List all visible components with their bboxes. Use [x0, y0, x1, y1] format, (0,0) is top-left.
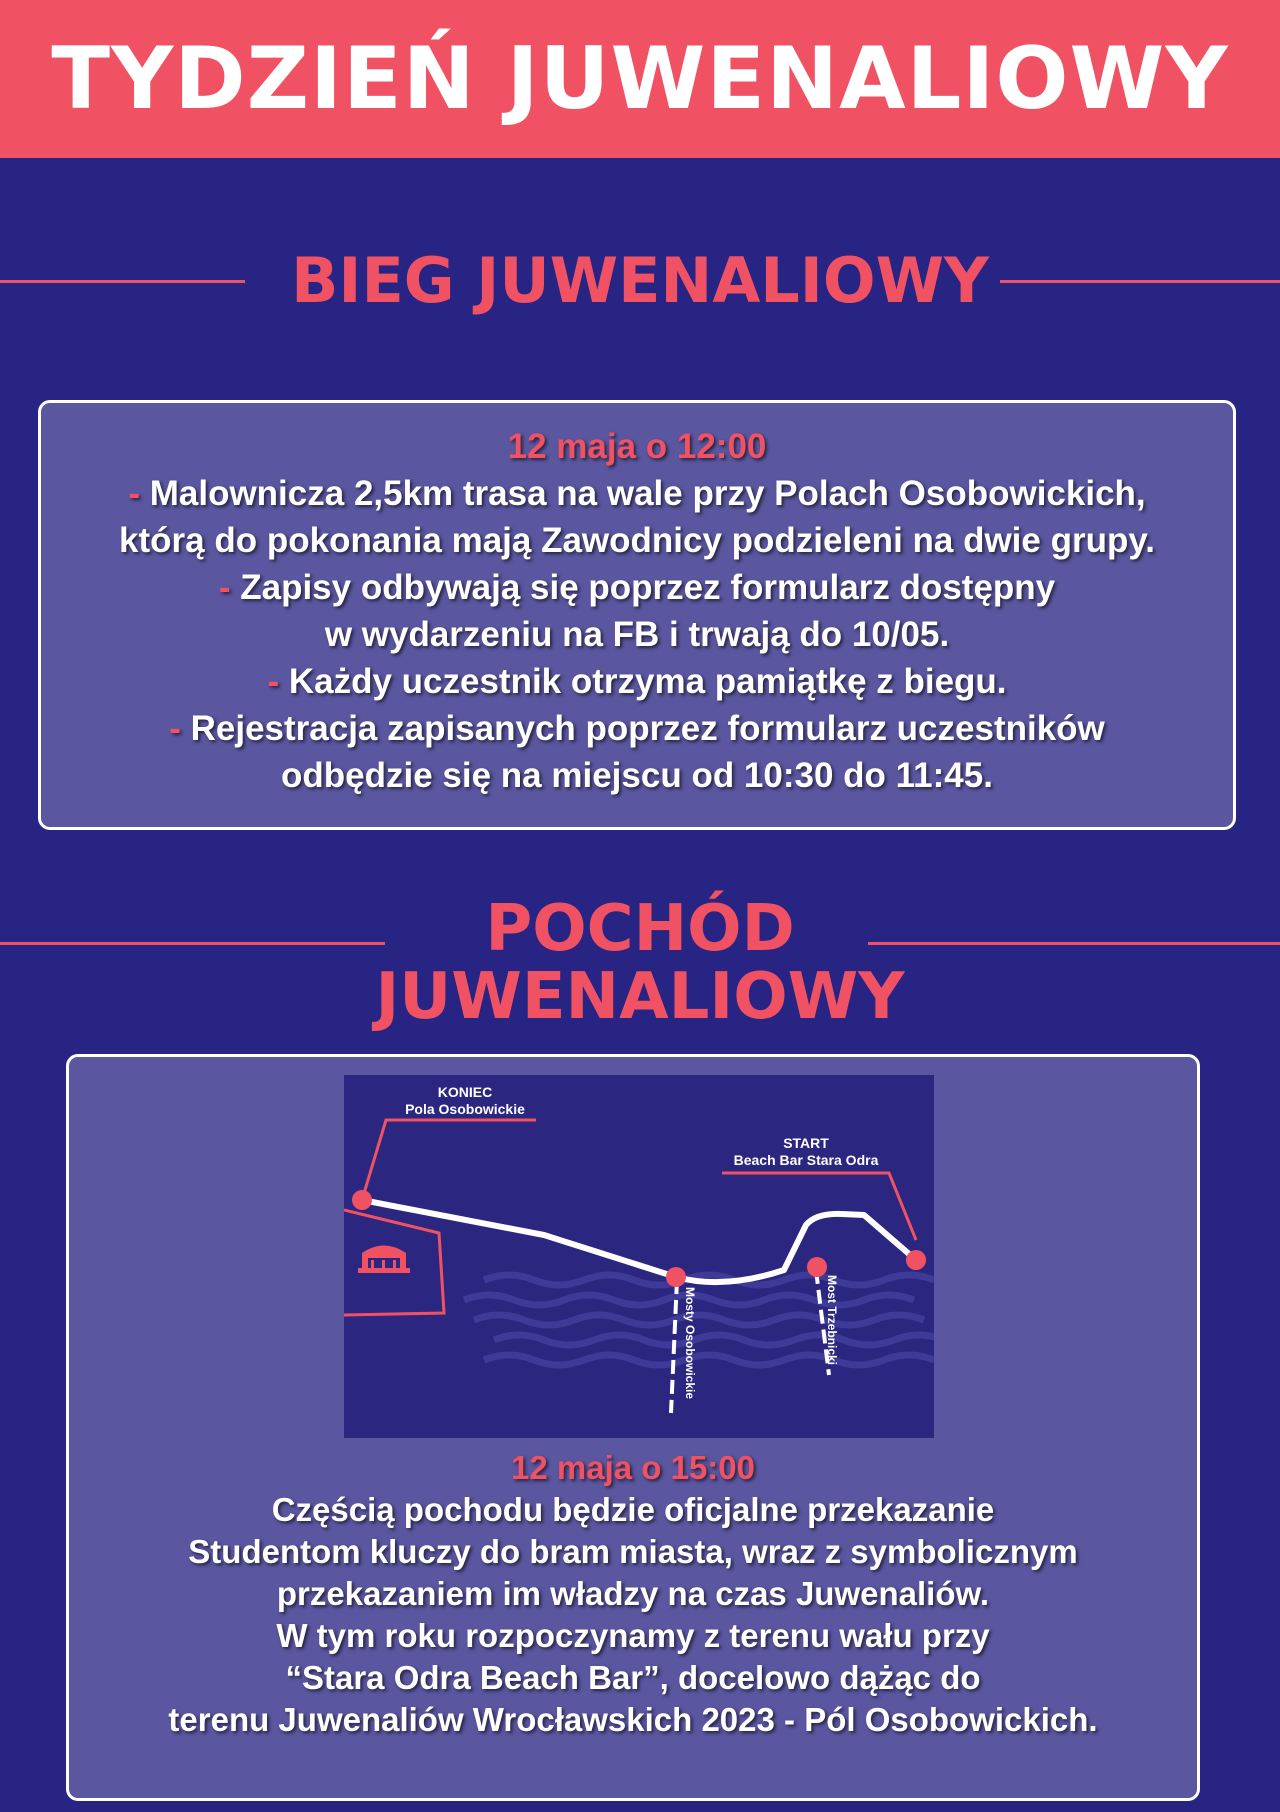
start-label: START [783, 1135, 829, 1151]
bridge-trzebnicki-label: Most Trzebnicki [825, 1275, 839, 1366]
route-map-svg [344, 1075, 934, 1438]
bieg-item [41, 517, 1233, 564]
pochod-line: przekazaniem im władzy na czas Juwenaliów. [276, 1575, 990, 1612]
pochod-line: Studentom kluczy do bram miasta, wraz z symbolicznym [188, 1533, 1078, 1570]
pochod-line: Częścią pochodu będzie oficjalne przekazanie [271, 1491, 995, 1528]
end-place: Pola Osobowickie [405, 1101, 525, 1117]
bullet-dash: - [218, 568, 231, 607]
header-banner [0, 0, 1280, 158]
page-title: TYDZIEŃ JUWENALIOWY [51, 29, 1229, 129]
start-place: Beach Bar Stara Odra [733, 1152, 879, 1168]
start-marker [906, 1250, 926, 1270]
bieg-items-list [41, 470, 1233, 799]
pochod-date: 12 maja o 15:00 [511, 1449, 755, 1486]
pochod-line: “Stara Odra Beach Bar”, docelowo dążąc do [285, 1659, 981, 1696]
bieg-item-text: którą do pokonania mają Zawodnicy podzieleni na dwie grupy. [119, 521, 1155, 560]
bieg-text [41, 403, 1233, 799]
bieg-info-box [38, 400, 1236, 830]
bieg-item-text: Każdy uczestnik otrzyma pamiątkę z biegu. [288, 662, 1007, 701]
bullet-dash: - [169, 709, 181, 748]
pochod-lines-list [66, 1489, 1200, 1741]
bullet-dash: - [267, 662, 280, 701]
bieg-item-text: Malownicza 2,5km trasa na wale przy Polach Osobowickich, [149, 474, 1146, 513]
map-background [344, 1075, 934, 1438]
end-marker [352, 1190, 372, 1210]
bieg-item [41, 658, 1233, 705]
section-title-bieg-text: BIEG JUWENALIOWY [291, 244, 989, 317]
bridge-osobowickie-marker [666, 1267, 686, 1287]
section-title-pochod [0, 892, 1280, 1034]
section-title-pochod-line2: JUWENALIOWY [375, 960, 905, 1034]
section-title-bieg [0, 245, 1280, 317]
pochod-text [66, 1447, 1200, 1741]
bieg-item [41, 470, 1233, 517]
bieg-item-text: Rejestracja zapisanych poprzez formularz uczestników [190, 709, 1105, 748]
bieg-item [41, 752, 1233, 799]
bieg-item [41, 705, 1233, 752]
section-title-pochod-line1: POCHÓD [485, 892, 795, 966]
bieg-item [41, 564, 1233, 611]
bieg-item [41, 611, 1233, 658]
bullet-dash: - [128, 474, 140, 513]
bieg-date: 12 maja o 12:00 [507, 427, 767, 466]
bieg-item-text: Zapisy odbywają się poprzez formularz dostępny [240, 568, 1056, 607]
end-label: KONIEC [437, 1084, 493, 1100]
route-map [344, 1075, 934, 1438]
bridge-trzebnicki-marker [807, 1257, 827, 1277]
bieg-item-text: odbędzie się na miejscu od 10:30 do 11:45. [281, 756, 993, 795]
bridge-osobowickie-label: Mosty Osobowickie [683, 1287, 697, 1400]
pochod-line: terenu Juwenaliów Wrocławskich 2023 - Pól Osobowickich. [168, 1701, 1098, 1738]
bieg-item-text: w wydarzeniu na FB i trwają do 10/05. [324, 615, 950, 654]
pochod-line: W tym roku rozpoczynamy z terenu wału przy [276, 1617, 990, 1654]
